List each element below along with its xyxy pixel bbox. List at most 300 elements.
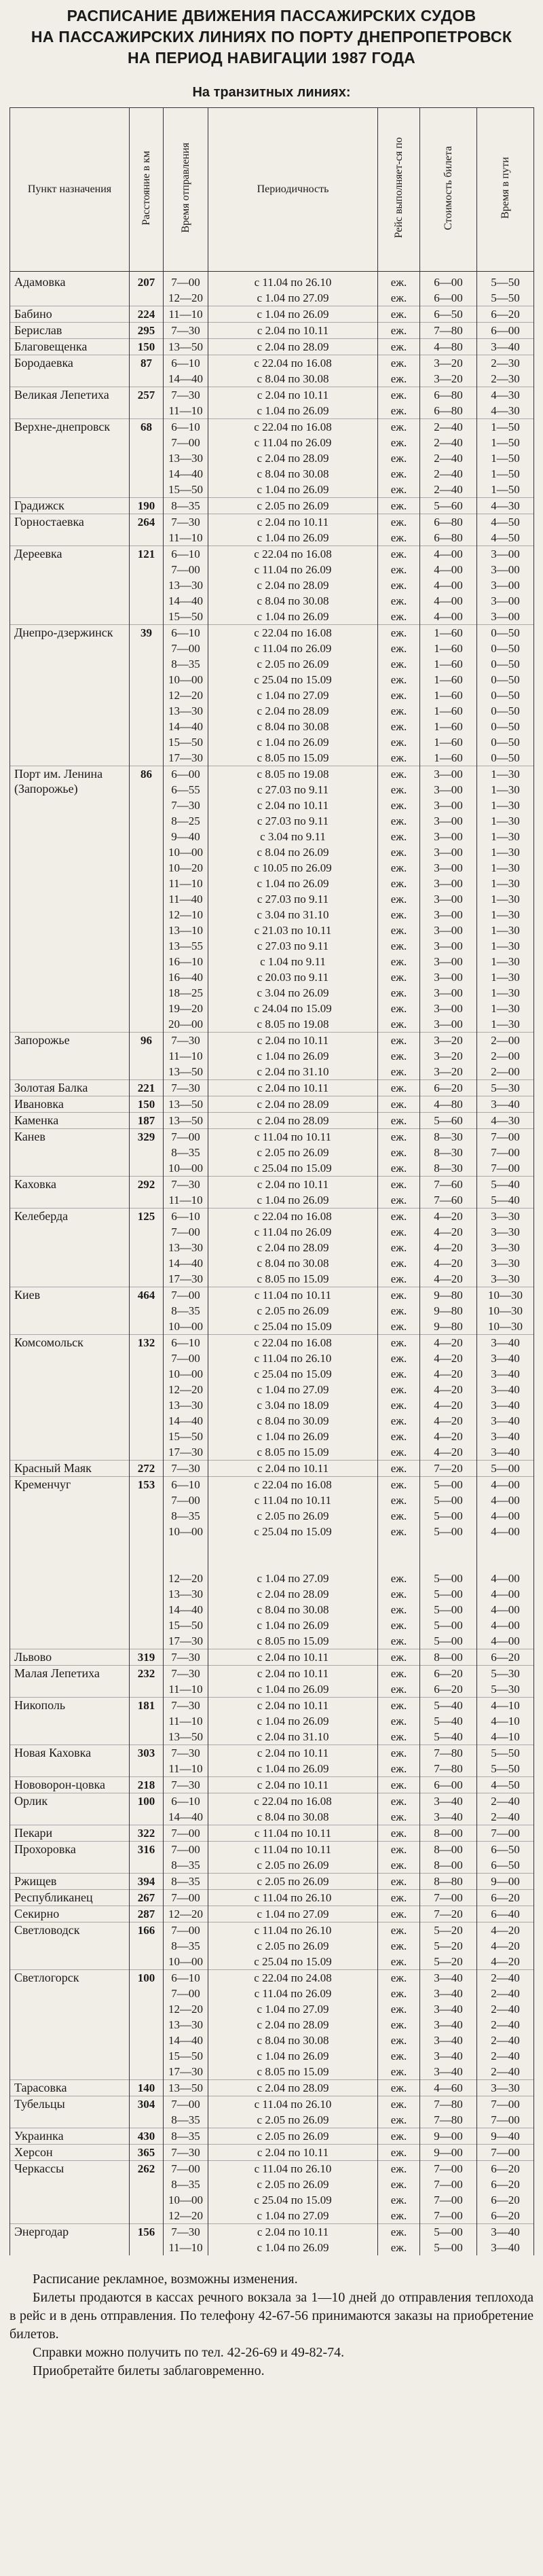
period-value: с 1.04 по 27.09: [257, 2003, 329, 2016]
duration-value: 6—20: [491, 1651, 520, 1664]
runs-cell: [378, 1842, 420, 1874]
departure-cell: [164, 546, 208, 625]
duration-value: 6—20: [491, 2194, 520, 2206]
runs-value: еж.: [390, 1065, 407, 1078]
schedule-table: [10, 107, 534, 2255]
distance-cell: 394: [130, 1874, 164, 1890]
departure-value: 12—20: [168, 1383, 203, 1396]
runs-cell: [378, 1906, 420, 1922]
departure-value: 7—30: [171, 1778, 200, 1791]
price-value: 5—00: [434, 1603, 463, 1616]
runs-value: [378, 1555, 419, 1571]
duration-value: 1—50: [491, 421, 520, 433]
duration-value: 3—40: [491, 1336, 520, 1349]
period-value: с 1.04 по 27.09: [257, 291, 329, 304]
price-cell: [420, 1793, 477, 1825]
period-cell: [208, 1922, 378, 1970]
table-row: [10, 387, 534, 419]
departure-value: 11—10: [168, 404, 203, 417]
duration-value: 4—00: [491, 1509, 520, 1522]
duration-value: 6—20: [491, 1891, 520, 1904]
period-value: с 22.04 по 16.08: [254, 357, 332, 370]
period-value: с 27.03 по 9.11: [257, 815, 329, 827]
period-value: с 1.04 по 26.09: [257, 308, 329, 321]
duration-value: 0—50: [491, 689, 520, 702]
distance-cell: 190: [130, 498, 164, 514]
departure-cell: [164, 323, 208, 339]
runs-cell: [378, 387, 420, 419]
departure-value: 7—00: [171, 276, 200, 289]
period-value: [208, 1539, 377, 1555]
departure-value: 10—20: [168, 861, 203, 874]
departure-value: 14—40: [168, 594, 203, 607]
price-value: 3—40: [434, 1810, 463, 1823]
runs-value: еж.: [390, 971, 407, 984]
destination-cell: Тарасовка: [10, 2080, 130, 2096]
departure-value: 7—30: [171, 1034, 200, 1047]
period-value: с 11.04 по 26.09: [254, 1226, 332, 1238]
runs-cell: [378, 2145, 420, 2161]
departure-value: 9—40: [171, 830, 200, 843]
period-cell: [208, 1177, 378, 1209]
departure-cell: [164, 1477, 208, 1649]
distance-cell: 86: [130, 766, 164, 1033]
price-value: 7—20: [434, 1462, 463, 1475]
departure-cell: [164, 498, 208, 514]
destination-cell: Киев: [10, 1287, 130, 1335]
departure-value: 7—00: [171, 1289, 200, 1302]
duration-value: 0—50: [491, 704, 520, 717]
table-row: [10, 1698, 534, 1745]
departure-cell: [164, 2080, 208, 2096]
runs-value: еж.: [390, 955, 407, 968]
duration-value: 3—40: [491, 1367, 520, 1380]
destination-cell: Секирно: [10, 1906, 130, 1922]
runs-value: еж.: [390, 830, 407, 843]
duration-value: 1—30: [491, 861, 520, 874]
runs-value: еж.: [390, 1987, 407, 2000]
runs-value: еж.: [390, 1162, 407, 1175]
runs-value: еж.: [390, 1859, 407, 1872]
period-value: с 25.04 по 15.09: [254, 1367, 332, 1380]
price-value: 4—00: [434, 579, 463, 592]
duration-value: 3—40: [491, 1352, 520, 1365]
departure-cell: [164, 2096, 208, 2128]
duration-value: 6—50: [491, 1859, 520, 1872]
runs-value: еж.: [390, 908, 407, 921]
table-row: [10, 1970, 534, 2080]
table-row: [10, 1906, 534, 1922]
price-cell: [420, 419, 477, 498]
price-value: 3—00: [434, 1018, 463, 1031]
price-value: 4—20: [434, 1336, 463, 1349]
departure-cell: [164, 1793, 208, 1825]
period-cell: [208, 546, 378, 625]
period-cell: [208, 2080, 378, 2096]
departure-value: 6—55: [171, 783, 200, 796]
period-cell: [208, 1209, 378, 1287]
table-row: [10, 339, 534, 355]
price-value: 4—20: [434, 1399, 463, 1412]
runs-value: еж.: [390, 1226, 407, 1238]
runs-value: еж.: [390, 1050, 407, 1062]
price-value: 3—20: [434, 372, 463, 385]
period-value: с 1.04 по 26.09: [257, 2241, 329, 2254]
price-value: 5—00: [434, 1509, 463, 1522]
departure-value: 15—50: [168, 610, 203, 623]
duration-cell: [477, 272, 534, 306]
price-value: 1—60: [434, 626, 463, 639]
duration-cell: [477, 498, 534, 514]
period-value: с 1.04 по 27.09: [257, 2209, 329, 2222]
price-value: 2—40: [434, 436, 463, 449]
period-value: с 8.05 по 15.09: [257, 2065, 329, 2078]
price-value: 3—00: [434, 830, 463, 843]
duration-value: 1—50: [491, 452, 520, 465]
duration-value: 2—40: [491, 2050, 520, 2062]
duration-value: 4—30: [491, 499, 520, 512]
period-value: с 1.04 по 26.09: [257, 610, 329, 623]
runs-value: еж.: [390, 2050, 407, 2062]
price-value: 5—00: [434, 1478, 463, 1491]
duration-value: 1—30: [491, 924, 520, 937]
runs-value: еж.: [390, 1747, 407, 1759]
departure-value: 15—50: [168, 1619, 203, 1632]
distance-cell: 430: [130, 2128, 164, 2145]
duration-value: 9—00: [491, 1875, 520, 1888]
period-value: с 1.04 по 26.09: [257, 1762, 329, 1775]
departure-value: 20—00: [168, 1018, 203, 1031]
period-cell: [208, 1970, 378, 2080]
price-value: 3—00: [434, 877, 463, 890]
runs-cell: [378, 1477, 420, 1649]
destination-cell: Днепро-дзержинск: [10, 625, 130, 766]
runs-value: еж.: [390, 1762, 407, 1775]
duration-value: 2—40: [491, 1810, 520, 1823]
departure-value: 11—10: [168, 1050, 203, 1062]
departure-value: 8—35: [171, 658, 200, 670]
price-value: 3—00: [434, 768, 463, 781]
duration-value: 2—00: [491, 1034, 520, 1047]
price-cell: [420, 1777, 477, 1793]
duration-value: 4—00: [491, 1494, 520, 1507]
duration-value: 1—30: [491, 908, 520, 921]
departure-value: 7—00: [171, 1924, 200, 1937]
duration-cell: [477, 1793, 534, 1825]
destination-cell: Львово: [10, 1649, 130, 1666]
price-value: 3—40: [434, 2003, 463, 2016]
distance-cell: 132: [130, 1335, 164, 1461]
table-row: [10, 1793, 534, 1825]
destination-cell: Адамовка: [10, 272, 130, 306]
period-value: с 11.04 по 10.11: [254, 1827, 332, 1840]
destination-cell: Светловодск: [10, 1922, 130, 1970]
runs-value: еж.: [390, 1509, 407, 1522]
runs-value: еж.: [390, 642, 407, 655]
duration-value: 7—00: [491, 1162, 520, 1175]
price-value: 8—30: [434, 1162, 463, 1175]
period-cell: [208, 2128, 378, 2145]
duration-value: 4—20: [491, 1924, 520, 1937]
destination-cell: Кременчуг: [10, 1477, 130, 1649]
period-value: с 1.04 по 27.09: [257, 689, 329, 702]
runs-cell: [378, 2080, 420, 2096]
period-value: с 2.05 по 26.09: [257, 1939, 329, 1952]
runs-cell: [378, 355, 420, 387]
period-value: с 2.04 по 10.11: [257, 2225, 329, 2238]
period-value: с 2.05 по 26.09: [257, 2130, 329, 2143]
price-value: 4—00: [434, 548, 463, 560]
runs-value: еж.: [390, 1939, 407, 1952]
destination-cell: Украинка: [10, 2128, 130, 2145]
distance-cell: 257: [130, 387, 164, 419]
period-value: с 3.04 по 26.09: [257, 986, 329, 999]
price-cell: [420, 323, 477, 339]
duration-value: 2—40: [491, 1795, 520, 1808]
departure-value: 7—30: [171, 2225, 200, 2238]
price-value: 7—00: [434, 2194, 463, 2206]
departure-value: 6—10: [171, 1210, 200, 1223]
table-row: [10, 1177, 534, 1209]
period-value: с 2.04 по 28.09: [257, 1241, 329, 1254]
departure-value: 7—30: [171, 2146, 200, 2159]
table-row: [10, 1129, 534, 1177]
departure-cell: [164, 1129, 208, 1177]
departure-value: 6—10: [171, 1478, 200, 1491]
duration-value: 0—50: [491, 658, 520, 670]
departure-value: 13—30: [168, 579, 203, 592]
period-cell: [208, 1033, 378, 1080]
price-value: 4—20: [434, 1210, 463, 1223]
runs-value: еж.: [390, 1843, 407, 1856]
period-value: с 1.04 по 26.09: [257, 1430, 329, 1443]
departure-value: 14—40: [168, 1810, 203, 1823]
runs-cell: [378, 1666, 420, 1698]
price-value: 7—00: [434, 2178, 463, 2191]
runs-value: еж.: [390, 1924, 407, 1937]
departure-cell: [164, 272, 208, 306]
departure-cell: [164, 387, 208, 419]
runs-value: еж.: [390, 1304, 407, 1317]
departure-cell: [164, 1177, 208, 1209]
duration-value: 6—00: [491, 324, 520, 337]
period-value: с 8.04 по 26.09: [257, 846, 329, 859]
price-value: 8—30: [434, 1130, 463, 1143]
header-departure: Время отправления: [164, 108, 208, 272]
price-value: 9—80: [434, 1289, 463, 1302]
duration-value: 3—30: [491, 1226, 520, 1238]
runs-value: еж.: [390, 1494, 407, 1507]
section-subtitle: На транзитных линиях:: [192, 85, 351, 100]
departure-value: 7—00: [171, 1494, 200, 1507]
footer-notes: [10, 2270, 533, 2380]
period-cell: [208, 1113, 378, 1129]
departure-value: 6—10: [171, 626, 200, 639]
runs-value: еж.: [390, 846, 407, 859]
period-value: с 2.05 по 26.09: [257, 2178, 329, 2191]
runs-cell: [378, 1745, 420, 1777]
duration-value: 5—40: [491, 1194, 520, 1206]
price-value: 2—40: [434, 421, 463, 433]
price-value: 4—00: [434, 594, 463, 607]
period-value: с 25.04 по 15.09: [254, 1955, 332, 1968]
duration-value: 4—00: [491, 1525, 520, 1538]
runs-value: еж.: [390, 2178, 407, 2191]
runs-value: еж.: [390, 1588, 407, 1600]
price-value: 7—00: [434, 2162, 463, 2175]
departure-value: 6—10: [171, 548, 200, 560]
duration-value: 2—00: [491, 1050, 520, 1062]
price-value: 5—00: [434, 1588, 463, 1600]
period-value: с 8.04 по 30.09: [257, 1414, 329, 1427]
runs-value: еж.: [390, 610, 407, 623]
runs-value: еж.: [390, 704, 407, 717]
destination-cell: Черкассы: [10, 2161, 130, 2224]
destination-cell: Запорожье: [10, 1033, 130, 1080]
departure-value: 7—30: [171, 1462, 200, 1475]
runs-value: еж.: [390, 940, 407, 952]
period-value: с 2.04 по 28.09: [257, 1098, 329, 1111]
duration-value: 1—30: [491, 799, 520, 812]
runs-value: [378, 1539, 419, 1555]
price-value: 1—60: [434, 673, 463, 686]
period-value: с 25.04 по 15.09: [254, 673, 332, 686]
runs-value: еж.: [390, 1098, 407, 1111]
duration-value: [477, 1555, 533, 1571]
period-value: с 2.04 по 10.11: [257, 1747, 329, 1759]
table-row: [10, 1287, 534, 1335]
runs-value: еж.: [390, 1651, 407, 1664]
duration-cell: [477, 1177, 534, 1209]
runs-value: еж.: [390, 2162, 407, 2175]
table-row: [10, 625, 534, 766]
price-value: 3—00: [434, 783, 463, 796]
price-value: 8—00: [434, 1651, 463, 1664]
departure-cell: [164, 1335, 208, 1461]
period-cell: [208, 272, 378, 306]
destination-cell: Нововорон-цовка: [10, 1777, 130, 1793]
distance-cell: 319: [130, 1649, 164, 1666]
distance-cell: 292: [130, 1177, 164, 1209]
runs-value: еж.: [390, 483, 407, 496]
runs-cell: [378, 2128, 420, 2145]
period-value: с 11.04 по 10.11: [254, 1130, 332, 1143]
departure-value: 13—30: [168, 2018, 203, 2031]
duration-value: 4—00: [491, 1619, 520, 1632]
duration-value: 3—30: [491, 2081, 520, 2094]
distance-cell: 221: [130, 1080, 164, 1096]
departure-value: 7—00: [171, 642, 200, 655]
price-cell: [420, 1287, 477, 1335]
duration-cell: [477, 2224, 534, 2256]
period-value: с 10.05 по 26.09: [254, 861, 332, 874]
table-row: [10, 1874, 534, 1890]
duration-value: 7—00: [491, 1130, 520, 1143]
distance-cell: 96: [130, 1033, 164, 1080]
duration-value: 1—30: [491, 877, 520, 890]
price-value: 4—20: [434, 1414, 463, 1427]
price-cell: [420, 1666, 477, 1698]
distance-cell: 100: [130, 1793, 164, 1825]
period-cell: [208, 1666, 378, 1698]
price-value: 5—00: [434, 2225, 463, 2238]
distance-cell: 295: [130, 323, 164, 339]
duration-cell: [477, 546, 534, 625]
distance-cell: 153: [130, 1477, 164, 1649]
distance-cell: 140: [130, 2080, 164, 2096]
destination-cell: Берислав: [10, 323, 130, 339]
runs-cell: [378, 514, 420, 546]
period-cell: [208, 1698, 378, 1745]
price-cell: [420, 514, 477, 546]
duration-value: 0—50: [491, 626, 520, 639]
destination-cell: Каменка: [10, 1113, 130, 1129]
period-cell: [208, 1477, 378, 1649]
departure-cell: [164, 306, 208, 323]
period-value: с 8.04 по 30.08: [257, 2034, 329, 2047]
runs-value: еж.: [390, 1320, 407, 1333]
period-value: с 2.04 по 10.11: [257, 1462, 329, 1475]
departure-value: 11—40: [168, 893, 203, 906]
price-value: 9—00: [434, 2130, 463, 2143]
duration-value: 3—40: [491, 2241, 520, 2254]
runs-value: еж.: [390, 516, 407, 529]
destination-cell: Ржищев: [10, 1874, 130, 1890]
price-value: 9—80: [434, 1304, 463, 1317]
departure-value: 7—00: [171, 1352, 200, 1365]
period-value: с 8.04 по 30.08: [257, 1257, 329, 1270]
period-value: с 2.04 по 10.11: [257, 2146, 329, 2159]
period-value: с 22.04 по 16.08: [254, 1478, 332, 1491]
departure-value: 13—50: [168, 1114, 203, 1127]
price-cell: [420, 1113, 477, 1129]
departure-value: 13—50: [168, 2081, 203, 2094]
table-row: [10, 1825, 534, 1842]
price-value: 8—00: [434, 1859, 463, 1872]
runs-value: еж.: [390, 2113, 407, 2126]
runs-value: еж.: [390, 1778, 407, 1791]
destination-cell: Новая Каховка: [10, 1745, 130, 1777]
runs-value: еж.: [390, 2003, 407, 2016]
period-cell: [208, 514, 378, 546]
departure-value: 14—40: [168, 720, 203, 733]
footer-note-4: Приобретайте билеты заблаговременно.: [33, 2363, 265, 2378]
price-value: 3—00: [434, 861, 463, 874]
duration-value: 0—50: [491, 642, 520, 655]
runs-cell: [378, 1461, 420, 1477]
period-value: с 2.05 по 26.09: [257, 499, 329, 512]
distance-cell: 187: [130, 1113, 164, 1129]
runs-value: еж.: [390, 2081, 407, 2094]
period-cell: [208, 323, 378, 339]
price-value: 8—80: [434, 1875, 463, 1888]
runs-cell: [378, 272, 420, 306]
duration-value: 2—30: [491, 372, 520, 385]
price-value: 8—00: [434, 1843, 463, 1856]
price-cell: [420, 1745, 477, 1777]
departure-cell: [164, 1874, 208, 1890]
duration-value: 4—20: [491, 1955, 520, 1968]
price-cell: [420, 1698, 477, 1745]
runs-value: еж.: [390, 1272, 407, 1285]
price-value: 4—20: [434, 1383, 463, 1396]
duration-value: 3—40: [491, 1446, 520, 1459]
period-value: с 2.04 по 10.11: [257, 1699, 329, 1712]
departure-value: 7—00: [171, 1891, 200, 1904]
distance-cell: 303: [130, 1745, 164, 1777]
runs-value: еж.: [390, 499, 407, 512]
runs-value: еж.: [390, 799, 407, 812]
